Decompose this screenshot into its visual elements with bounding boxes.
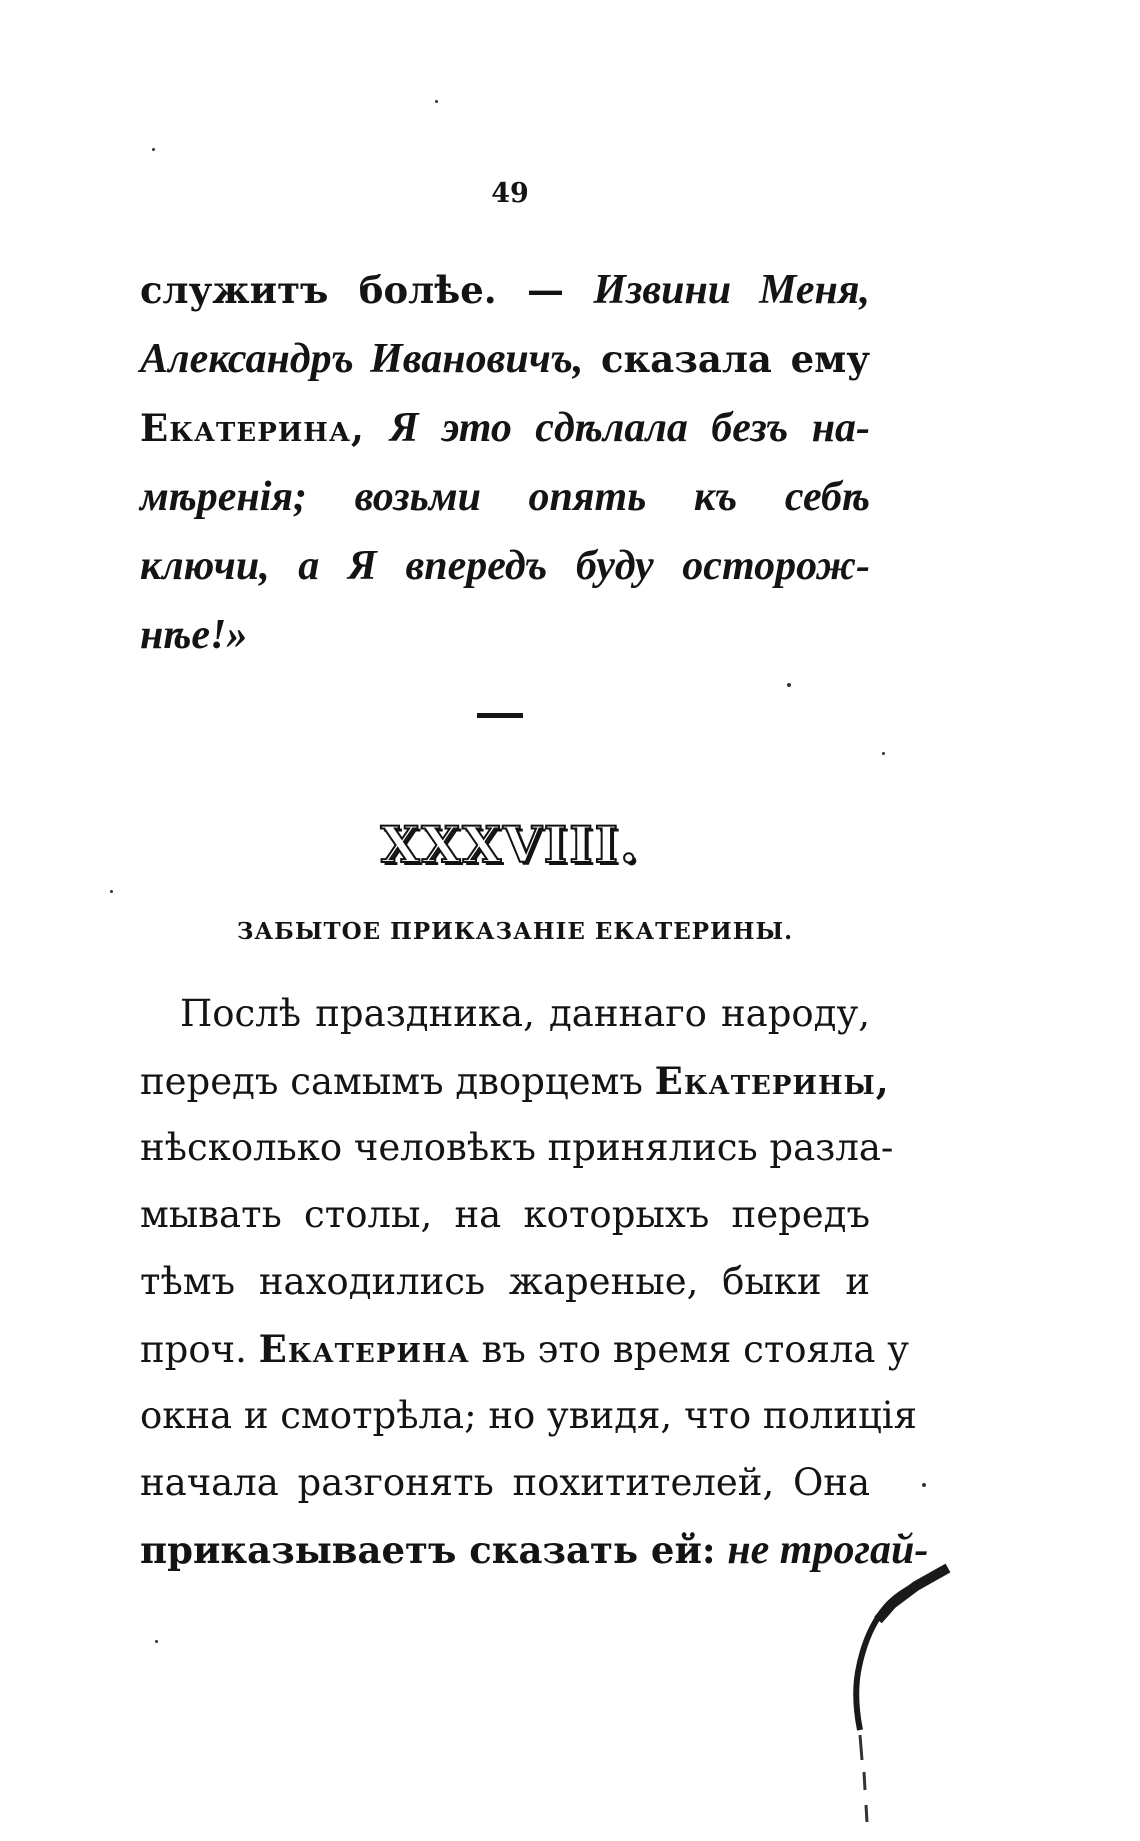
body-text: проч. <box>140 1328 247 1371</box>
text-line-4 <box>140 473 870 522</box>
scan-speck <box>435 100 438 103</box>
scan-speck <box>787 683 791 687</box>
body-line-5 <box>140 1258 870 1306</box>
body-text: начала разгонять похитителей, Она <box>140 1461 870 1504</box>
text-roman: служитъ болѣе. — <box>140 268 565 312</box>
scan-speck <box>882 752 885 755</box>
text-italic: ключи, а Я впередъ буду осторож- <box>140 543 870 589</box>
body-text: въ это время стояла у <box>481 1328 910 1371</box>
chapter-number: XXXVIII. <box>380 815 640 874</box>
body-text: приказываетъ сказать ей: <box>140 1528 716 1572</box>
body-text: передъ самымъ дворцемъ <box>140 1060 643 1103</box>
ink-smudge-mark <box>830 1560 970 1830</box>
body-line-4 <box>140 1191 870 1239</box>
text-line-5 <box>140 542 870 591</box>
text-line-2 <box>140 335 870 384</box>
body-text: нѣсколько человѣкъ принялись разла- <box>140 1126 894 1169</box>
body-text: тѣмъ находились жареные, быки и <box>140 1260 870 1303</box>
text-italic: Извини Меня, <box>593 267 871 313</box>
text-italic: Я это сдѣлала безъ на- <box>389 405 870 451</box>
body-line-8 <box>140 1459 870 1507</box>
body-line-9 <box>140 1526 929 1575</box>
body-text: окна и смотрѣла; но увидя, что полиція <box>140 1394 917 1437</box>
body-smallcaps: Екатерина <box>258 1327 470 1371</box>
text-line-3 <box>140 404 870 453</box>
body-line-7 <box>140 1392 917 1440</box>
text-italic: Александръ Ивановичъ, <box>140 336 584 382</box>
section-divider <box>477 713 523 718</box>
body-italic: не трогай- <box>727 1527 929 1573</box>
body-line-1 <box>180 990 870 1038</box>
scan-speck <box>922 1483 926 1487</box>
scan-speck <box>152 148 155 151</box>
page-number: 49 <box>491 178 529 209</box>
body-line-6 <box>140 1325 910 1374</box>
scan-speck <box>110 890 113 893</box>
body-smallcaps: Екатерины, <box>654 1059 890 1103</box>
text-line-6 <box>140 611 870 660</box>
body-text: мывать столы, на которыхъ передъ <box>140 1193 870 1236</box>
text-italic: мѣренія; возьми опять къ себѣ <box>140 474 870 520</box>
body-line-2 <box>140 1057 890 1106</box>
chapter-title: ЗАБЫТОЕ ПРИКАЗАНІЕ ЕКАТЕРИНЫ. <box>236 918 794 945</box>
text-smallcaps: Екатерина, <box>140 406 365 450</box>
text-line-1 <box>140 266 870 315</box>
text-roman: сказала ему <box>601 337 871 381</box>
body-line-3 <box>140 1124 894 1172</box>
text-italic: нѣе!» <box>140 612 248 658</box>
scan-speck <box>155 1640 158 1643</box>
body-text: Послѣ праздника, даннаго народу, <box>180 992 870 1035</box>
